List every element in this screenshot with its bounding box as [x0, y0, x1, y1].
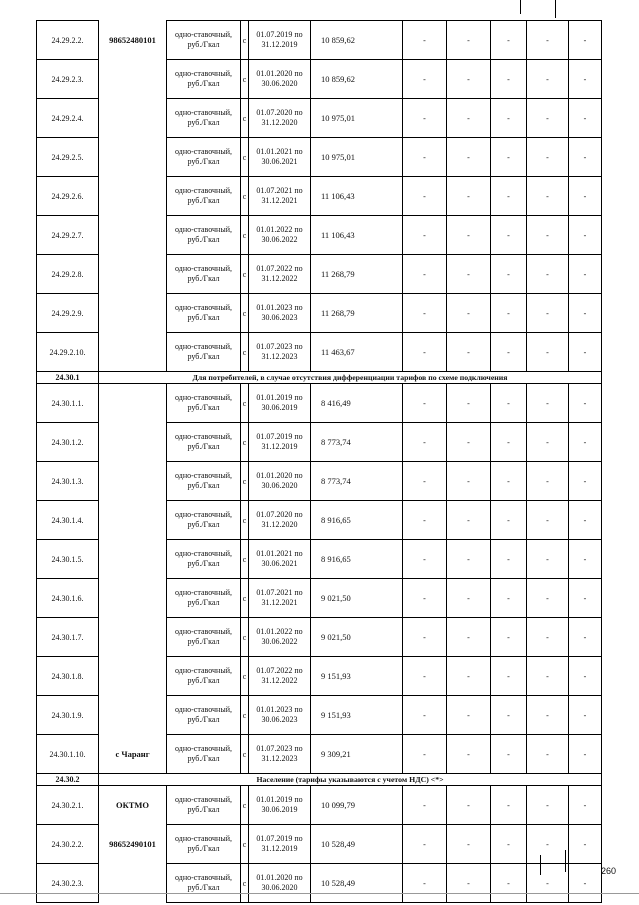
dash-cell: - [403, 177, 447, 216]
period-prefix: с [241, 579, 249, 618]
tariff-type: одно-ставочный, руб./Гкал [167, 255, 241, 294]
dash-cell: - [491, 579, 527, 618]
dash-cell: - [527, 864, 569, 903]
table-row [37, 825, 602, 864]
table-row [37, 696, 602, 735]
dash-cell: - [569, 786, 602, 825]
period: 01.07.2019 по 31.12.2019 [249, 21, 311, 60]
scan-mark [520, 0, 521, 14]
dash-cell: - [491, 177, 527, 216]
dash-cell: - [569, 825, 602, 864]
dash-cell: - [403, 540, 447, 579]
dash-cell: - [569, 177, 602, 216]
tariff-value: 10 859,62 [311, 60, 403, 99]
period: 01.07.2019 по 31.12.2019 [249, 423, 311, 462]
period: 01.01.2020 по 30.06.2020 [249, 864, 311, 903]
tariff-value: 8 916,65 [311, 501, 403, 540]
period-prefix: с [241, 99, 249, 138]
dash-cell: - [403, 462, 447, 501]
dash-cell: - [403, 384, 447, 423]
row-code: 24.30.1.1. [37, 384, 99, 423]
table-row [37, 21, 602, 60]
dash-cell: - [491, 540, 527, 579]
dash-cell: - [491, 462, 527, 501]
dash-cell: - [569, 618, 602, 657]
tariff-value: 8 916,65 [311, 540, 403, 579]
settlement-cell [99, 294, 167, 333]
section-title: Для потребителей, в случае отсутствия дифференциации тарифов по схеме подключения [99, 372, 602, 384]
period: 01.01.2023 по 30.06.2023 [249, 294, 311, 333]
table-row [37, 579, 602, 618]
period-prefix: с [241, 177, 249, 216]
tariff-type: одно-ставочный, руб./Гкал [167, 294, 241, 333]
period-prefix: с [241, 216, 249, 255]
tariff-value: 9 021,50 [311, 579, 403, 618]
settlement-cell [99, 423, 167, 462]
tariff-value: 10 528,49 [311, 864, 403, 903]
dash-cell: - [569, 138, 602, 177]
table-row [37, 384, 602, 423]
section-code: 24.30.1 [37, 372, 99, 384]
period-prefix: с [241, 786, 249, 825]
dash-cell: - [569, 384, 602, 423]
dash-cell: - [403, 786, 447, 825]
dash-cell: - [527, 657, 569, 696]
period-prefix: с [241, 294, 249, 333]
row-code: 24.29.2.7. [37, 216, 99, 255]
period: 01.01.2021 по 30.06.2021 [249, 138, 311, 177]
dash-cell: - [527, 216, 569, 255]
dash-cell: - [491, 333, 527, 372]
table-row [37, 60, 602, 99]
dash-cell: - [447, 333, 491, 372]
tariff-type: одно-ставочный, руб./Гкал [167, 618, 241, 657]
row-code: 24.30.1.2. [37, 423, 99, 462]
scan-mark [0, 893, 639, 894]
settlement-cell [99, 177, 167, 216]
table-row [37, 294, 602, 333]
dash-cell: - [447, 216, 491, 255]
row-code: 24.30.1.10. [37, 735, 99, 774]
dash-cell: - [491, 138, 527, 177]
dash-cell: - [447, 177, 491, 216]
period-prefix: с [241, 462, 249, 501]
dash-cell: - [491, 99, 527, 138]
dash-cell: - [527, 384, 569, 423]
dash-cell: - [527, 696, 569, 735]
tariff-value: 11 268,79 [311, 294, 403, 333]
dash-cell: - [491, 501, 527, 540]
dash-cell: - [403, 618, 447, 657]
period-prefix: с [241, 138, 249, 177]
dash-cell: - [491, 21, 527, 60]
settlement-cell [99, 99, 167, 138]
period-prefix: с [241, 60, 249, 99]
dash-cell: - [527, 618, 569, 657]
tariff-table [36, 20, 602, 903]
dash-cell: - [569, 216, 602, 255]
dash-cell: - [447, 825, 491, 864]
dash-cell: - [403, 60, 447, 99]
dash-cell: - [447, 384, 491, 423]
row-code: 24.30.1.6. [37, 579, 99, 618]
dash-cell: - [527, 462, 569, 501]
tariff-type: одно-ставочный, руб./Гкал [167, 384, 241, 423]
tariff-value: 9 151,93 [311, 657, 403, 696]
dash-cell: - [491, 423, 527, 462]
settlement-cell [99, 579, 167, 618]
dash-cell: - [447, 735, 491, 774]
table-row [37, 618, 602, 657]
tariff-type: одно-ставочный, руб./Гкал [167, 786, 241, 825]
period-prefix: с [241, 735, 249, 774]
table-row [37, 501, 602, 540]
period: 01.07.2023 по 31.12.2023 [249, 735, 311, 774]
table-row [37, 786, 602, 825]
tariff-type: одно-ставочный, руб./Гкал [167, 696, 241, 735]
tariff-type: одно-ставочный, руб./Гкал [167, 501, 241, 540]
dash-cell: - [527, 255, 569, 294]
row-code: 24.30.1.8. [37, 657, 99, 696]
period-prefix: с [241, 501, 249, 540]
tariff-value: 8 773,74 [311, 462, 403, 501]
dash-cell: - [403, 423, 447, 462]
dash-cell: - [403, 21, 447, 60]
table-row [37, 462, 602, 501]
dash-cell: - [527, 735, 569, 774]
dash-cell: - [491, 696, 527, 735]
period: 01.07.2020 по 31.12.2020 [249, 99, 311, 138]
dash-cell: - [447, 618, 491, 657]
table-row [37, 99, 602, 138]
settlement-cell [99, 216, 167, 255]
scan-mark [555, 0, 556, 18]
settlement-cell [99, 60, 167, 99]
dash-cell: - [569, 696, 602, 735]
dash-cell: - [527, 333, 569, 372]
period: 01.01.2022 по 30.06.2022 [249, 618, 311, 657]
dash-cell: - [527, 579, 569, 618]
table-row [37, 216, 602, 255]
period-prefix: с [241, 864, 249, 903]
settlement-cell [99, 864, 167, 903]
period-prefix: с [241, 333, 249, 372]
dash-cell: - [447, 696, 491, 735]
dash-cell: - [569, 423, 602, 462]
dash-cell: - [527, 423, 569, 462]
table-row [37, 540, 602, 579]
dash-cell: - [569, 60, 602, 99]
scan-mark [565, 850, 566, 872]
dash-cell: - [569, 294, 602, 333]
dash-cell: - [527, 60, 569, 99]
dash-cell: - [447, 423, 491, 462]
period: 01.07.2022 по 31.12.2022 [249, 255, 311, 294]
period-prefix: с [241, 21, 249, 60]
dash-cell: - [569, 255, 602, 294]
row-code: 24.29.2.8. [37, 255, 99, 294]
tariff-value: 9 309,21 [311, 735, 403, 774]
period: 01.07.2019 по 31.12.2019 [249, 825, 311, 864]
dash-cell: - [491, 864, 527, 903]
dash-cell: - [527, 825, 569, 864]
dash-cell: - [447, 864, 491, 903]
tariff-type: одно-ставочный, руб./Гкал [167, 99, 241, 138]
tariff-type: одно-ставочный, руб./Гкал [167, 423, 241, 462]
table-row [37, 138, 602, 177]
row-code: 24.30.1.3. [37, 462, 99, 501]
table-row [37, 333, 602, 372]
dash-cell: - [569, 21, 602, 60]
dash-cell: - [403, 216, 447, 255]
row-code: 24.30.1.4. [37, 501, 99, 540]
tariff-type: одно-ставочный, руб./Гкал [167, 735, 241, 774]
tariff-type: одно-ставочный, руб./Гкал [167, 333, 241, 372]
dash-cell: - [569, 735, 602, 774]
dash-cell: - [491, 60, 527, 99]
dash-cell: - [491, 618, 527, 657]
dash-cell: - [403, 501, 447, 540]
dash-cell: - [403, 864, 447, 903]
tariff-value: 11 106,43 [311, 216, 403, 255]
dash-cell: - [527, 501, 569, 540]
table-row [37, 657, 602, 696]
settlement-cell [99, 618, 167, 657]
dash-cell: - [527, 99, 569, 138]
tariff-type: одно-ставочный, руб./Гкал [167, 60, 241, 99]
settlement-cell [99, 384, 167, 423]
settlement-cell [99, 696, 167, 735]
period-prefix: с [241, 540, 249, 579]
dash-cell: - [527, 177, 569, 216]
period: 01.07.2023 по 31.12.2023 [249, 333, 311, 372]
dash-cell: - [447, 255, 491, 294]
table-row [37, 255, 602, 294]
tariff-value: 10 975,01 [311, 138, 403, 177]
settlement-cell [99, 540, 167, 579]
dash-cell: - [569, 501, 602, 540]
settlement-oktmo: 98652480101 [99, 21, 167, 60]
dash-cell: - [447, 60, 491, 99]
settlement-cell [99, 255, 167, 294]
tariff-value: 10 099,79 [311, 786, 403, 825]
tariff-value: 10 859,62 [311, 21, 403, 60]
settlement-cell: ОКТМО [99, 786, 167, 825]
tariff-value: 10 975,01 [311, 99, 403, 138]
settlement-cell [99, 333, 167, 372]
dash-cell: - [491, 657, 527, 696]
dash-cell: - [491, 825, 527, 864]
row-code: 24.29.2.4. [37, 99, 99, 138]
table-row [37, 735, 602, 774]
period: 01.01.2020 по 30.06.2020 [249, 60, 311, 99]
period-prefix: с [241, 825, 249, 864]
tariff-value: 9 151,93 [311, 696, 403, 735]
tariff-type: одно-ставочный, руб./Гкал [167, 462, 241, 501]
tariff-type: одно-ставочный, руб./Гкал [167, 21, 241, 60]
dash-cell: - [447, 657, 491, 696]
dash-cell: - [403, 138, 447, 177]
period: 01.01.2023 по 30.06.2023 [249, 696, 311, 735]
section-title: Население (тарифы указываются с учетом НДС) <*> [99, 774, 602, 786]
settlement-cell [99, 138, 167, 177]
table-row [37, 423, 602, 462]
row-code: 24.30.1.9. [37, 696, 99, 735]
dash-cell: - [569, 579, 602, 618]
dash-cell: - [403, 696, 447, 735]
dash-cell: - [527, 786, 569, 825]
settlement-cell [99, 501, 167, 540]
row-code: 24.30.1.5. [37, 540, 99, 579]
row-code: 24.29.2.3. [37, 60, 99, 99]
period-prefix: с [241, 255, 249, 294]
table-row [37, 864, 602, 903]
dash-cell: - [403, 735, 447, 774]
dash-cell: - [447, 294, 491, 333]
row-code: 24.30.1.7. [37, 618, 99, 657]
dash-cell: - [491, 255, 527, 294]
page-number: 260 [601, 866, 617, 876]
period: 01.07.2022 по 31.12.2022 [249, 657, 311, 696]
period: 01.01.2019 по 30.06.2019 [249, 786, 311, 825]
row-code: 24.29.2.9. [37, 294, 99, 333]
dash-cell: - [569, 657, 602, 696]
dash-cell: - [403, 294, 447, 333]
section-header-row [37, 774, 602, 786]
tariff-type: одно-ставочный, руб./Гкал [167, 825, 241, 864]
tariff-value: 9 021,50 [311, 618, 403, 657]
dash-cell: - [447, 786, 491, 825]
tariff-value: 11 268,79 [311, 255, 403, 294]
tariff-type: одно-ставочный, руб./Гкал [167, 216, 241, 255]
row-code: 24.30.2.1. [37, 786, 99, 825]
section-code: 24.30.2 [37, 774, 99, 786]
period: 01.01.2022 по 30.06.2022 [249, 216, 311, 255]
row-code: 24.29.2.10. [37, 333, 99, 372]
tariff-type: одно-ставочный, руб./Гкал [167, 657, 241, 696]
dash-cell: - [527, 540, 569, 579]
dash-cell: - [569, 99, 602, 138]
period: 01.07.2020 по 31.12.2020 [249, 501, 311, 540]
settlement-cell [99, 462, 167, 501]
dash-cell: - [491, 735, 527, 774]
dash-cell: - [569, 864, 602, 903]
row-code: 24.29.2.5. [37, 138, 99, 177]
period: 01.07.2021 по 31.12.2021 [249, 177, 311, 216]
period: 01.01.2020 по 30.06.2020 [249, 462, 311, 501]
period-prefix: с [241, 657, 249, 696]
row-code: 24.30.2.2. [37, 825, 99, 864]
dash-cell: - [447, 540, 491, 579]
period: 01.01.2019 по 30.06.2019 [249, 384, 311, 423]
scan-mark [540, 855, 541, 875]
tariff-value: 11 106,43 [311, 177, 403, 216]
period-prefix: с [241, 618, 249, 657]
period-prefix: с [241, 423, 249, 462]
dash-cell: - [447, 501, 491, 540]
row-code: 24.29.2.6. [37, 177, 99, 216]
dash-cell: - [403, 657, 447, 696]
dash-cell: - [447, 21, 491, 60]
dash-cell: - [403, 255, 447, 294]
dash-cell: - [403, 825, 447, 864]
dash-cell: - [491, 216, 527, 255]
dash-cell: - [447, 138, 491, 177]
settlement-cell [99, 657, 167, 696]
tariff-type: одно-ставочный, руб./Гкал [167, 138, 241, 177]
dash-cell: - [569, 462, 602, 501]
dash-cell: - [447, 579, 491, 618]
tariff-value: 8 416,49 [311, 384, 403, 423]
dash-cell: - [491, 294, 527, 333]
dash-cell: - [403, 99, 447, 138]
dash-cell: - [491, 384, 527, 423]
tariff-type: одно-ставочный, руб./Гкал [167, 579, 241, 618]
tariff-type: одно-ставочный, руб./Гкал [167, 864, 241, 903]
dash-cell: - [569, 540, 602, 579]
settlement-name: с Чаранг [99, 735, 167, 774]
tariff-value: 11 463,67 [311, 333, 403, 372]
section-header-row [37, 372, 602, 384]
dash-cell: - [403, 579, 447, 618]
period: 01.01.2021 по 30.06.2021 [249, 540, 311, 579]
dash-cell: - [447, 99, 491, 138]
dash-cell: - [447, 462, 491, 501]
table-row [37, 177, 602, 216]
tariff-type: одно-ставочный, руб./Гкал [167, 177, 241, 216]
dash-cell: - [491, 786, 527, 825]
tariff-type: одно-ставочный, руб./Гкал [167, 540, 241, 579]
tariff-value: 10 528,49 [311, 825, 403, 864]
row-code: 24.29.2.2. [37, 21, 99, 60]
dash-cell: - [527, 294, 569, 333]
period-prefix: с [241, 696, 249, 735]
dash-cell: - [569, 333, 602, 372]
tariff-value: 8 773,74 [311, 423, 403, 462]
row-code: 24.30.2.3. [37, 864, 99, 903]
dash-cell: - [527, 138, 569, 177]
settlement-cell: 98652490101 [99, 825, 167, 864]
period: 01.07.2021 по 31.12.2021 [249, 579, 311, 618]
period-prefix: с [241, 384, 249, 423]
dash-cell: - [527, 21, 569, 60]
dash-cell: - [403, 333, 447, 372]
